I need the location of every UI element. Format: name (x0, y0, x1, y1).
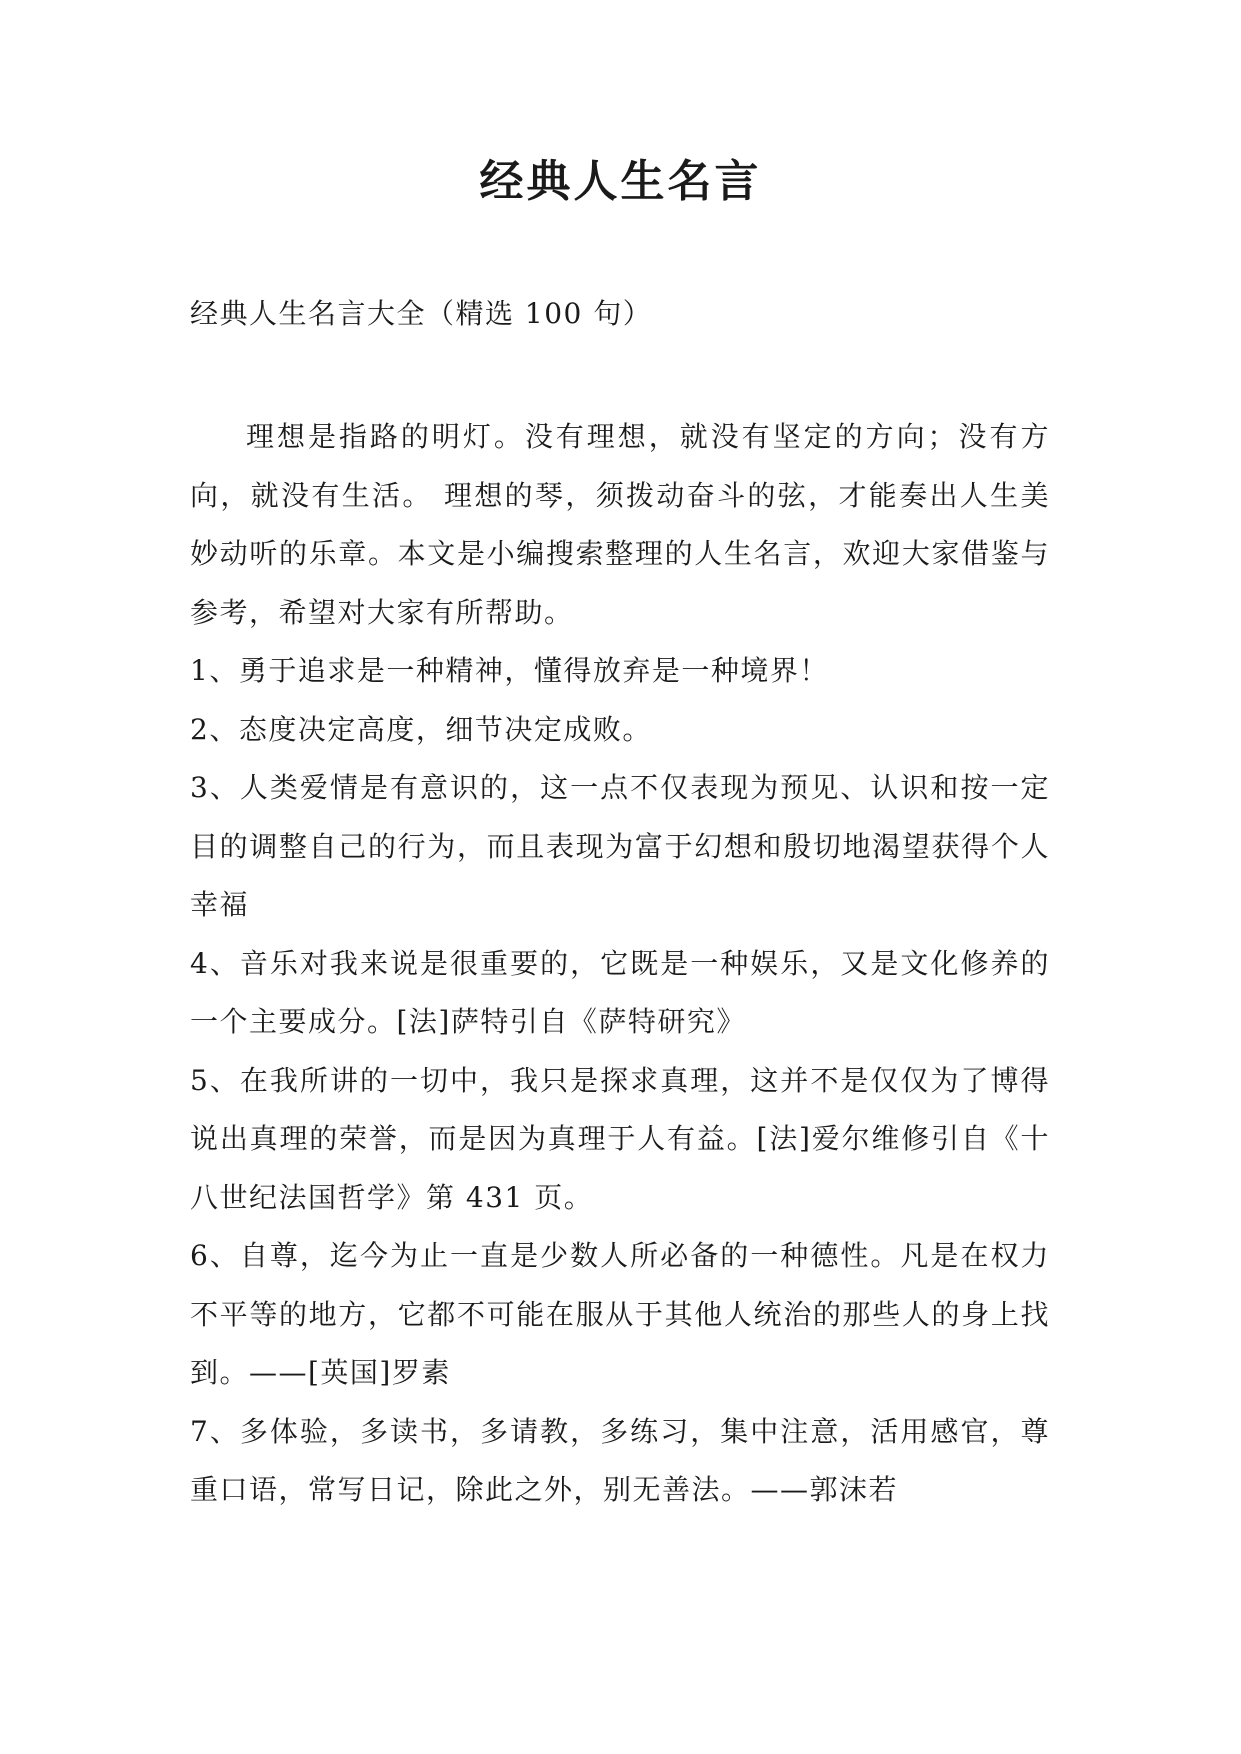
quote-item: 2、态度决定高度，细节决定成败。 (190, 712, 652, 746)
intro-paragraph: 理想是指路的明灯。没有理想，就没有坚定的方向；没有方向，就没有生活。 理想的琴，须拨动奋斗的弦，才能奏出人生美妙动听的乐章。本文是小编搜索整理的人生名言，欢迎大家借鉴与参考，希望对大家有所帮助。 (190, 420, 1050, 629)
document-subtitle: 经典人生名言大全（精选 100 句） (190, 297, 653, 330)
document-body (190, 293, 1050, 1520)
quote-list (190, 642, 1050, 1520)
quote-item: 1、勇于追求是一种精神，懂得放弃是一种境界！ (190, 654, 829, 687)
quote-item: 4、音乐对我来说是很重要的，它既是一种娱乐，又是文化修养的一个主要成分。[法]萨特引自《萨特研究》 (190, 946, 1050, 1038)
quote-item: 6、自尊，迄今为止一直是少数人所必备的一种德性。凡是在权力不平等的地方，它都不可能在服从于其他人统治的那些人的身上找到。——[英国]罗素 (190, 1239, 1050, 1389)
quote-item: 3、人类爱情是有意识的，这一点不仅表现为预见、认识和按一定目的调整自己的行为，而且表现为富于幻想和殷切地渴望获得个人幸福 (190, 771, 1050, 921)
quote-item: 5、在我所讲的一切中，我只是探求真理，这并不是仅仅为了博得说出真理的荣誉，而是因为真理于人有益。[法]爱尔维修引自《十八世纪法国哲学》第 431 页。 (190, 1063, 1050, 1214)
quote-item: 7、多体验，多读书，多请教，多练习，集中注意，活用感官，尊重口语，常写日记，除此之外，别无善法。——郭沫若 (190, 1414, 1050, 1506)
paragraph-spacer (190, 335, 1050, 408)
page-title: 经典人生名言 (479, 156, 762, 207)
